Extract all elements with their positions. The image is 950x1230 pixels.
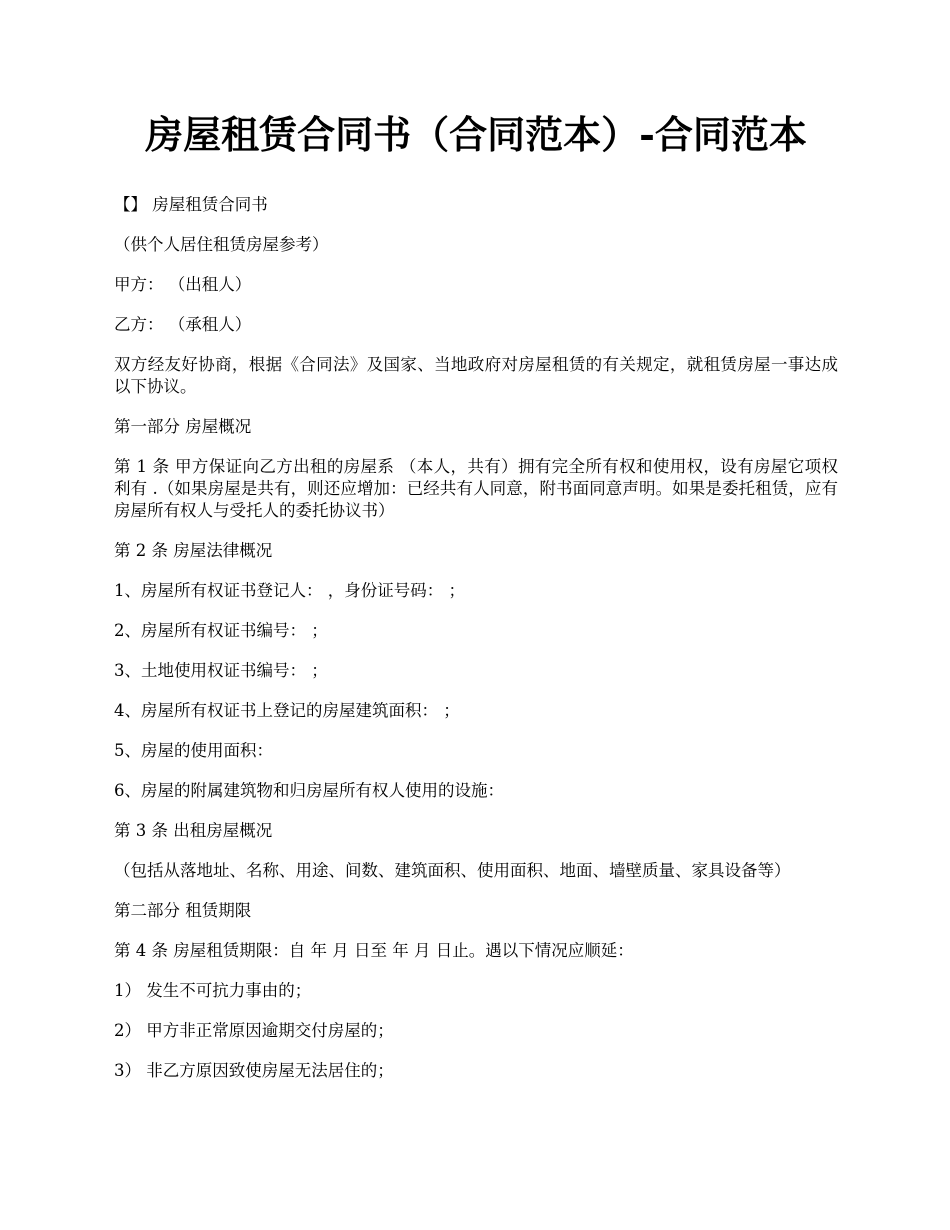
extension-item-3: 3） 非乙方原因致使房屋无法居住的； (114, 1061, 394, 1080)
preamble-paragraph: 双方经友好协商，根据《合同法》及国家、当地政府对房屋租赁的有关规定，就租赁房屋一事达成以下协议。 (114, 355, 838, 396)
party-a-line: 甲方： （出租人） (114, 275, 252, 294)
list-item-3: 3、土地使用权证书编号： ； (114, 661, 328, 680)
list-item-5: 5、房屋的使用面积： (114, 741, 273, 760)
party-b-line: 乙方： （承租人） (114, 315, 252, 334)
list-item-1: 1、房屋所有权证书登记人： ，身份证号码： ； (114, 581, 465, 600)
list-item-4: 4、房屋所有权证书上登记的房屋建筑面积： ； (114, 701, 460, 720)
article-1-paragraph: 第 1 条 甲方保证向乙方出租的房屋系 （本人，共有）拥有完全所有权和使用权，设有房屋它项权利有 .（如果房屋是共有，则还应增加：已经共有人同意，附书面同意声明。如果是委托租赁，应有房屋所有权人与受托人的委托协议书） (114, 457, 838, 520)
list-item-2: 2、房屋所有权证书编号： ； (114, 621, 328, 640)
document-title: 房屋租赁合同书（合同范本）-合同范本 (145, 112, 807, 157)
article-3-note: （包括从落地址、名称、用途、间数、建筑面积、使用面积、地面、墙壁质量、家具设备等） (114, 861, 791, 880)
article-2-heading: 第 2 条 房屋法律概况 (114, 541, 273, 560)
part-one-heading: 第一部分 房屋概况 (114, 417, 252, 436)
list-item-6: 6、房屋的附属建筑物和归房屋所有权人使用的设施： (114, 781, 504, 800)
subtitle-note: （供个人居住租赁房屋参考） (114, 235, 329, 254)
article-3-heading: 第 3 条 出租房屋概况 (114, 821, 273, 840)
article-4-paragraph: 第 4 条 房屋租赁期限：自 年 月 日至 年 月 日止。遇以下情况应顺延： (114, 941, 634, 960)
part-two-heading: 第二部分 租赁期限 (114, 901, 252, 920)
heading-contract-name: 【】 房屋租赁合同书 (114, 195, 268, 214)
extension-item-1: 1） 发生不可抗力事由的； (114, 981, 312, 1000)
extension-item-2: 2） 甲方非正常原因逾期交付房屋的； (114, 1021, 394, 1040)
